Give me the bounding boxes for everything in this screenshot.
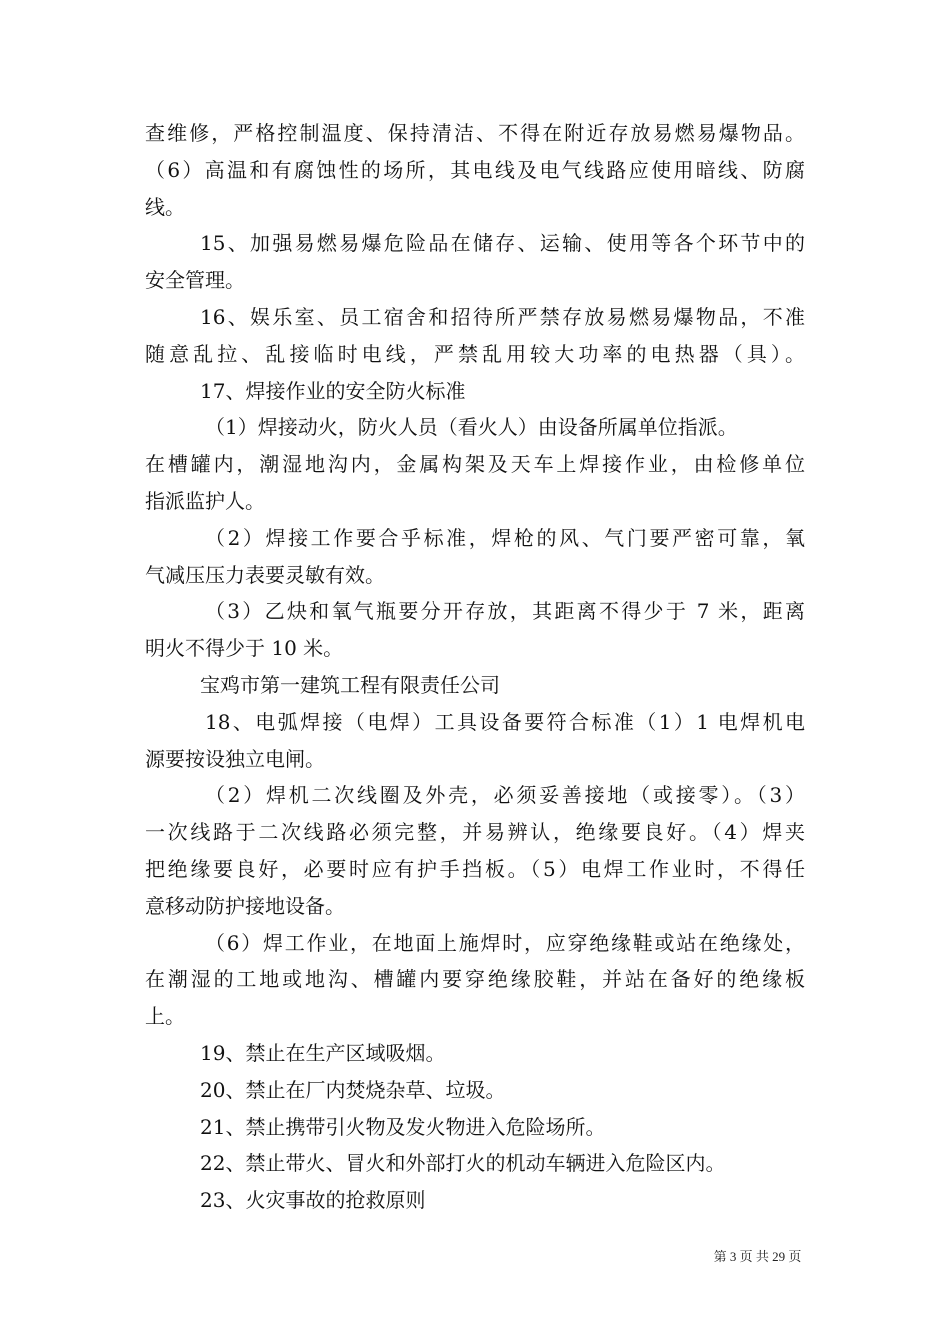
text-line: 21、禁止携带引火物及发火物进入危险场所。 bbox=[200, 1114, 606, 1139]
page-number-footer: 第 3 页 共 29 页 bbox=[713, 1249, 802, 1264]
text-line: 在潮湿的工地或地沟、槽罐内要穿绝缘胶鞋，并站在备好的绝缘板 bbox=[145, 967, 805, 992]
text-line: 随意乱拉、乱接临时电线，严禁乱用较大功率的电热器（具）。 bbox=[145, 341, 805, 366]
text-line: 线。 bbox=[145, 194, 185, 219]
text-line: 明火不得少于 10 米。 bbox=[145, 636, 344, 661]
text-line: （2）焊接工作要合乎标准，焊枪的风、气门要严密可靠，氧 bbox=[205, 525, 805, 550]
document-body bbox=[145, 115, 805, 1219]
text-line: 19、禁止在生产区域吸烟。 bbox=[200, 1040, 446, 1065]
text-line: 气减压压力表要灵敏有效。 bbox=[145, 562, 385, 587]
text-line: （3）乙炔和氧气瓶要分开存放，其距离不得少于 7 米，距离 bbox=[205, 599, 805, 624]
text-line: 上。 bbox=[145, 1004, 185, 1029]
text-line: 18、电弧焊接（电焊）工具设备要符合标准（1）1 电焊机电 bbox=[205, 709, 805, 734]
text-line: 16、娱乐室、员工宿舍和招待所严禁存放易燃易爆物品，不准 bbox=[200, 304, 805, 329]
text-line: 一次线路于二次线路必须完整，并易辨认，绝缘要良好。（4）焊夹 bbox=[145, 820, 805, 845]
text-line: 安全管理。 bbox=[145, 268, 245, 293]
text-line: 源要按设独立电闸。 bbox=[145, 746, 325, 771]
text-line: 20、禁止在厂内焚烧杂草、垃圾。 bbox=[200, 1077, 506, 1102]
text-line: （1）焊接动火，防火人员（看火人）由设备所属单位指派。 bbox=[205, 415, 738, 440]
text-line: 意移动防护接地设备。 bbox=[145, 893, 345, 918]
text-line: 15、加强易燃易爆危险品在储存、运输、使用等各个环节中的 bbox=[200, 231, 805, 256]
text-line: （6）高温和有腐蚀性的场所，其电线及电气线路应使用暗线、防腐 bbox=[145, 157, 805, 182]
text-line: 22、禁止带火、冒火和外部打火的机动车辆进入危险区内。 bbox=[200, 1151, 726, 1176]
text-line: （2）焊机二次线圈及外壳，必须妥善接地（或接零）。（3） bbox=[205, 783, 805, 808]
company-name: 宝鸡市第一建筑工程有限责任公司 bbox=[200, 672, 500, 697]
text-line: （6）焊工作业，在地面上施焊时，应穿绝缘鞋或站在绝缘处， bbox=[205, 930, 805, 955]
text-line: 查维修，严格控制温度、保持清洁、不得在附近存放易燃易爆物品。 bbox=[145, 121, 805, 145]
text-line: 把绝缘要良好，必要时应有护手挡板。（5）电焊工作业时，不得任 bbox=[145, 856, 805, 881]
text-line: 17、焊接作业的安全防火标准 bbox=[200, 378, 466, 403]
text-line: 指派监护人。 bbox=[145, 488, 265, 513]
text-line: 在槽罐内，潮湿地沟内，金属构架及天车上焊接作业，由检修单位 bbox=[145, 452, 805, 477]
text-line: 23、火灾事故的抢救原则 bbox=[200, 1188, 426, 1213]
